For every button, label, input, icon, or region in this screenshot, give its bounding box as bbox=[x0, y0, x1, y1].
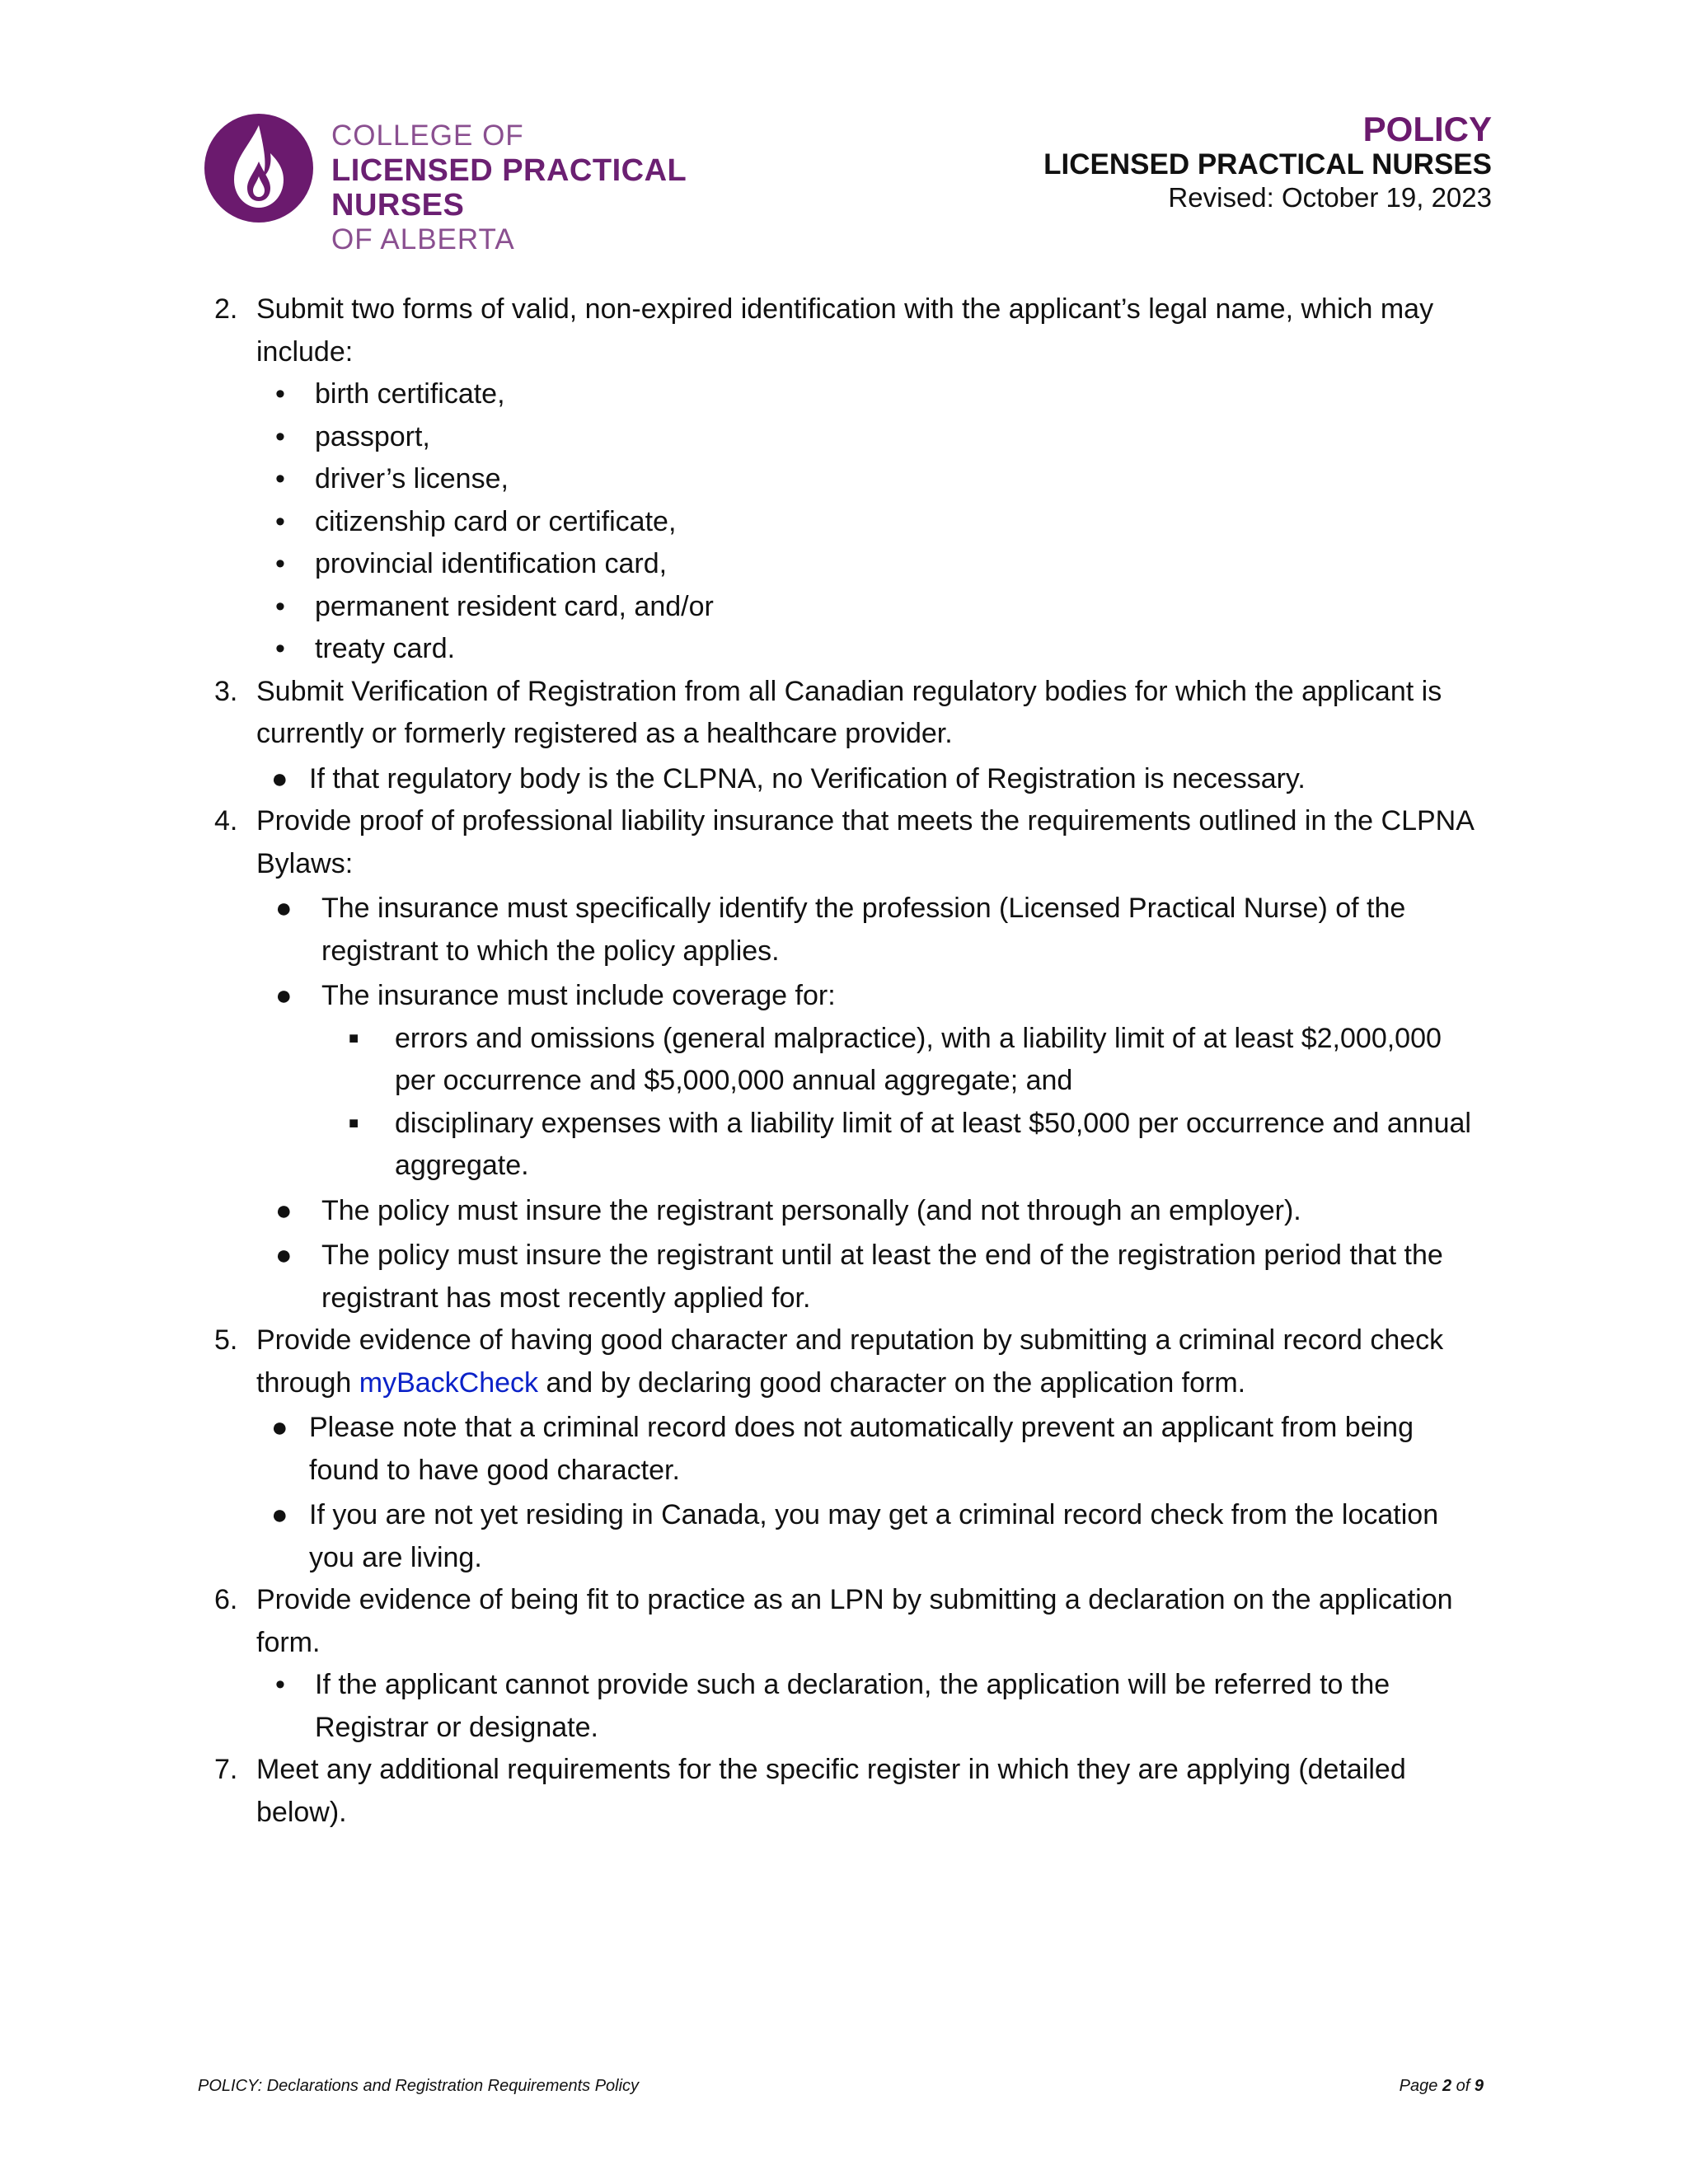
bullet-icon: • bbox=[275, 548, 285, 579]
item-number: 2. bbox=[214, 293, 238, 325]
item-text: Submit Verification of Registration from all Canadian regulatory bodies for which the applicant is currently or formerly registered as a healthcare provider. bbox=[256, 675, 1442, 749]
policy-body bbox=[214, 288, 1484, 1834]
numbered-item-2 bbox=[214, 288, 1484, 671]
numbered-item-4 bbox=[214, 800, 1484, 1319]
bullet-icon: ● bbox=[271, 762, 288, 794]
doc-type: POLICY bbox=[1362, 110, 1492, 148]
list-item: ● The policy must insure the registrant until at least the end of the registration period that the registrant has most recently applied for. bbox=[256, 1235, 1484, 1319]
item-text: Meet any additional requirements for the specific register in which they are applying (detailed below). bbox=[256, 1754, 1406, 1828]
item-text: Provide evidence of being fit to practice as an LPN by submitting a declaration on the application form. bbox=[256, 1584, 1453, 1658]
list-item: • If the applicant cannot provide such a declaration, the application will be referred to the Registrar or designate. bbox=[256, 1664, 1484, 1749]
bullet-icon: ● bbox=[275, 1240, 293, 1271]
numbered-item-7 bbox=[214, 1749, 1484, 1834]
list-item: ■ disciplinary expenses with a liability limit of at least $50,000 per occurrence and annual aggregate. bbox=[256, 1103, 1484, 1188]
list-item: ● If that regulatory body is the CLPNA, no Verification of Registration is necessary. bbox=[256, 758, 1484, 801]
fitness-list bbox=[256, 1664, 1484, 1749]
footer-policy-title: POLICY: Declarations and Registration Requirements Policy bbox=[198, 2077, 640, 2095]
item-number: 6. bbox=[214, 1584, 238, 1615]
doc-subtitle: LICENSED PRACTICAL NURSES bbox=[1043, 148, 1492, 180]
list-item: • citizenship card or certificate, bbox=[256, 501, 1484, 544]
bullet-icon: • bbox=[275, 505, 285, 537]
numbered-item-5 bbox=[214, 1319, 1484, 1579]
square-bullet-icon: ■ bbox=[349, 1029, 359, 1047]
clpna-logo-mark-icon bbox=[201, 110, 316, 226]
bullet-icon: • bbox=[275, 378, 285, 410]
item-number: 3. bbox=[214, 675, 238, 707]
list-item: • provincial identification card, bbox=[256, 543, 1484, 586]
bullet-icon: • bbox=[275, 420, 285, 452]
bullet-icon: • bbox=[275, 463, 285, 494]
bullet-icon: ● bbox=[275, 893, 293, 924]
item-text: Provide evidence of having good character and reputation by submitting a criminal record check through myBackCheck and by declaring good character on the application form. bbox=[256, 1324, 1444, 1399]
bullet-icon: • bbox=[275, 590, 285, 622]
page-number: Page 2 of 9 bbox=[1399, 2077, 1484, 2095]
bullet-icon: ● bbox=[271, 1412, 288, 1443]
clpna-logo bbox=[201, 110, 745, 255]
item-number: 5. bbox=[214, 1324, 238, 1356]
list-item: ● Please note that a criminal record does not automatically prevent an applicant from being found to have good character. bbox=[256, 1407, 1484, 1492]
insurance-list bbox=[256, 888, 1484, 1319]
logo-line-alberta: OF ALBERTA bbox=[331, 223, 515, 255]
verification-list bbox=[256, 758, 1484, 801]
header-title-block bbox=[1043, 110, 1492, 214]
item-number: 4. bbox=[214, 805, 238, 837]
bullet-icon: ● bbox=[275, 1194, 293, 1226]
list-item: • driver’s license, bbox=[256, 458, 1484, 501]
list-item: • birth certificate, bbox=[256, 373, 1484, 416]
list-item: ● If you are not yet residing in Canada, you may get a criminal record check from the location you are living. bbox=[256, 1494, 1484, 1579]
revised-date: Revised: October 19, 2023 bbox=[1168, 182, 1492, 213]
item-text: Provide proof of professional liability insurance that meets the requirements outlined in the CLPNA Bylaws: bbox=[256, 805, 1474, 879]
logo-line-college-of: COLLEGE OF bbox=[331, 120, 524, 152]
item-number: 7. bbox=[214, 1754, 238, 1785]
list-item: ● The insurance must include coverage for: ■ errors and omissions (general malpractice), with a liability limit of at least $2,000,000 per occurrence and $5,000,000 annual aggregate; and ■ disciplinary expenses with a liability limit of at least $50,000 per occurrence and annual aggregate. bbox=[256, 975, 1484, 1188]
bullet-icon: • bbox=[275, 1669, 285, 1700]
bullet-icon: ● bbox=[271, 1499, 288, 1530]
coverage-sublist bbox=[256, 1018, 1484, 1188]
list-item: • treaty card. bbox=[256, 628, 1484, 671]
list-item: • permanent resident card, and/or bbox=[256, 586, 1484, 629]
list-item: ● The insurance must specifically identify the profession (Licensed Practical Nurse) of the registrant to which the policy applies. bbox=[256, 888, 1484, 972]
bullet-icon: • bbox=[275, 633, 285, 664]
page-header bbox=[0, 0, 1688, 255]
numbered-item-3 bbox=[214, 671, 1484, 801]
bullet-icon: ● bbox=[275, 980, 293, 1011]
list-item: ● The policy must insure the registrant personally (and not through an employer). bbox=[256, 1190, 1484, 1233]
mybackcheck-link[interactable]: myBackCheck bbox=[359, 1366, 539, 1399]
logo-line-lpn: LICENSED PRACTICAL NURSES bbox=[331, 153, 687, 223]
list-item: • passport, bbox=[256, 416, 1484, 459]
numbered-item-6 bbox=[214, 1579, 1484, 1749]
id-forms-list bbox=[256, 373, 1484, 671]
square-bullet-icon: ■ bbox=[349, 1113, 359, 1132]
character-list bbox=[256, 1407, 1484, 1579]
logo-wordmark bbox=[331, 119, 745, 257]
list-item: ■ errors and omissions (general malpractice), with a liability limit of at least $2,000,000 per occurrence and $5,000,000 annual aggregate; and bbox=[256, 1018, 1484, 1103]
item-text: Submit two forms of valid, non-expired identification with the applicant’s legal name, which may include: bbox=[256, 293, 1434, 368]
